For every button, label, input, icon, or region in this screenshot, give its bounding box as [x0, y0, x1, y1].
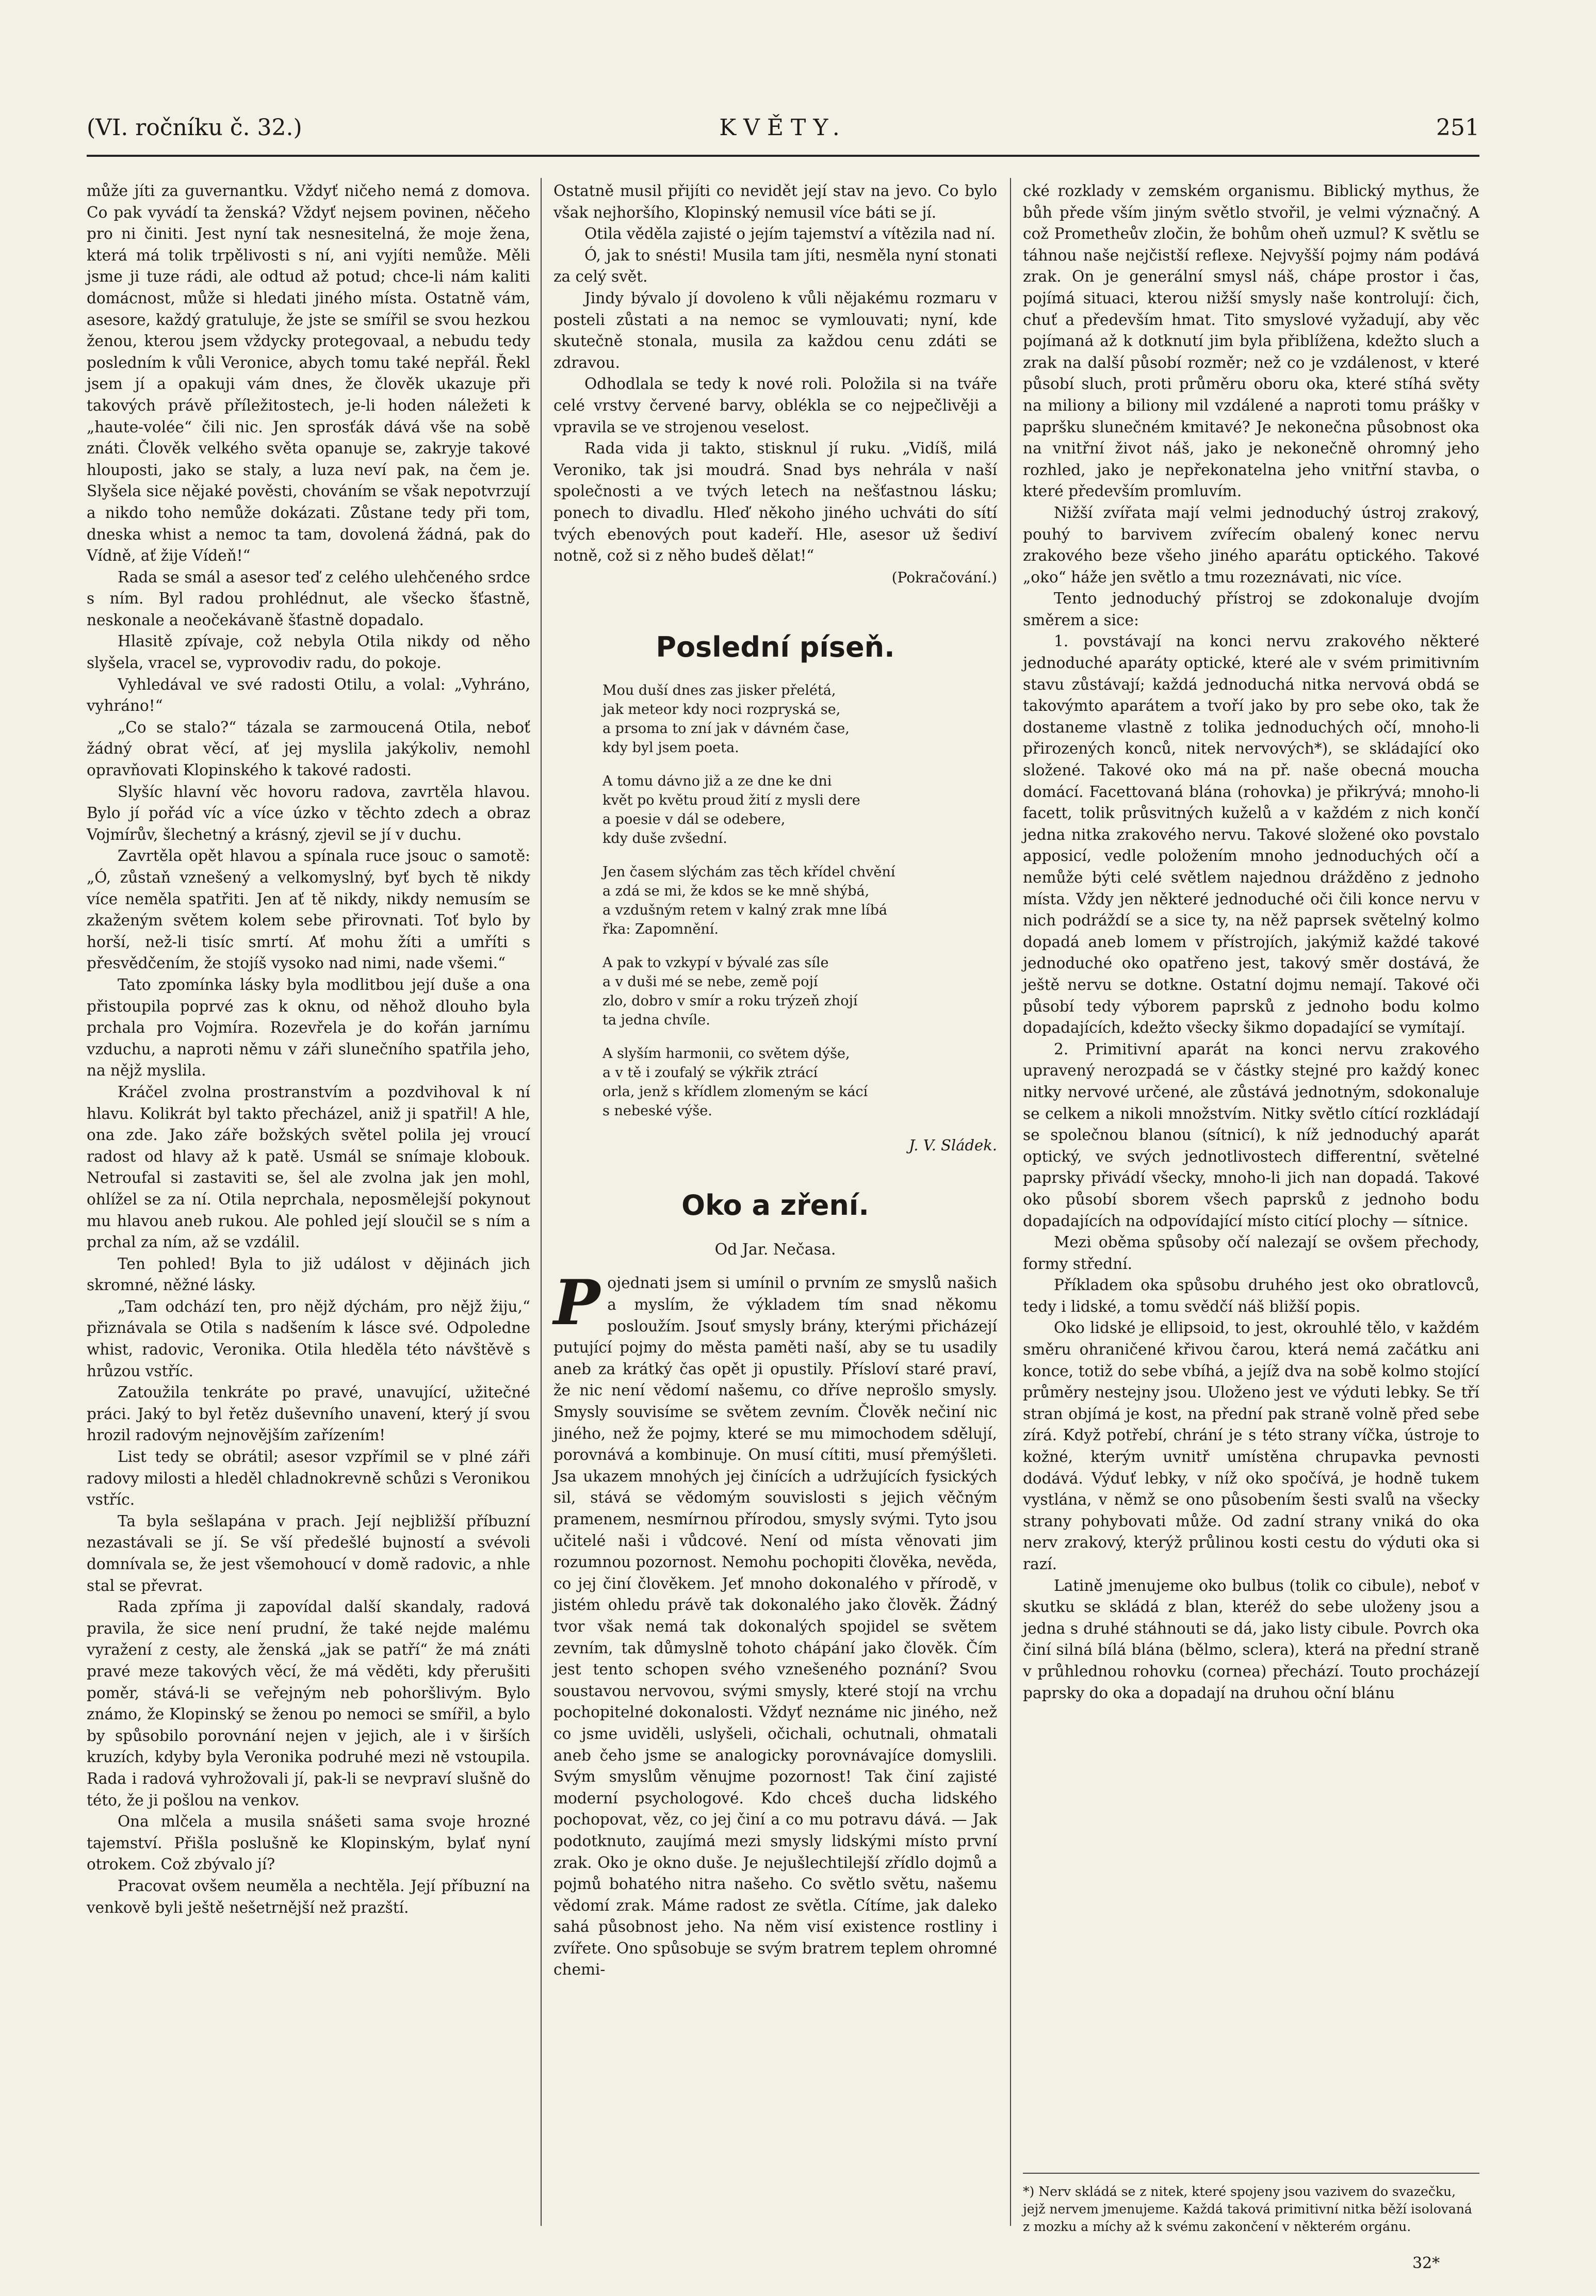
essay-body [553, 1266, 997, 1981]
poem-line: a vzdušným retem v kalný zrak mne líbá [602, 902, 887, 919]
poem-author: J. V. Sládek. [908, 1136, 997, 1154]
paragraph: Odhodlala se tedy k nové roli. Položila si na tváře celé vrstvy červené barvy, oblékla se co nejpečlivěji a vpravila se ve strojenou veselost. [553, 375, 997, 436]
paragraph: 1. povstávají na konci nervu zrakového některé jednoduché aparáty optické, které ale v svém primitivním stavu zůstávají; každá jednoduchá nitka nervová obdá se takovýmto aparátem a tvoří jako by pro sebe oko, tak že dostaneme vlastně z tolika jednoduchých očí, mnoho-li přirozených konců, nitek nervových*), se skládající oko složené. Takové oko má na př. naše obecná moucha domácí. Facettovaná blána (rohovka) je přikrývá; mnoho-li facett, tolik průsvitných kuželů a v každém z nich končí jedna nitka zrakového nervu. Takové složené oko povstalo apposicí, vedle položením mnoho jednoduchých očí a nemůže býti celé světlem najednou drážděno z jednoho místa. Vždy jen některé jednoduché oči čili konce nervu v nich podráždí se a sice ty, na něž paprsek světelný kolmo dopadá aneb lomem v přístrojích, jakýmiž každé takové jednoduché oko opatřeno jest, takový směr dostává, že ještě nervu se dotkne. Ostatní dojmu nemají. Takové oči působí tedy výborem paprsků z jednoho bodu kolmo dopadajících, kdežto všecky šikmo dopadající se vymítají. [1023, 632, 1479, 1037]
paragraph: cké rozklady v zemském organismu. Biblický mythus, že bůh přede vším jiným světlo stvořil, je velmi význačný. A což Prometheův zločin, že bohům oheň uzmul? K světlu se táhnou naše nejčistší reflexe. Nejvyšší pojmy nám podává zrak. On je generální smysl náš, chápe prostor i čas, pojímá situaci, kterou nižší smysly naše kontrolují: čich, chuť a především hmat. Tito smyslové vyžadují, aby věc pojímaná až k dotknutí jim byla přiblížena, kdežto sluch a zrak na další působí rozměr; než co je vzdálenost, v které působí sluch, proti průměru oboru oka, které stíhá světy na miliony a biliony mil vzdálené a naproti tomu prášky v papršku slunečném kmitavé? Je nekonečna působnost oka na vnitřní život náš, jako je nekonečně ohromný jeho rozhled, jako je nepřekonatelna jeho vnitřní stavba, o které především promluvím. [1023, 182, 1479, 500]
issue-label: (VI. ročníku č. 32.) [87, 115, 302, 141]
poem-stanza [602, 1044, 997, 1120]
essay-byline: Od Jar. Nečasa. [714, 1240, 836, 1259]
paragraph: Otila věděla zajisté o jejím tajemství a vítězila nad ní. [584, 225, 996, 243]
poem-line: s nebeské výše. [602, 1103, 712, 1119]
paragraph: „Co se stalo?“ tázala se zarmoucená Otila, neboť žádný obrat věcí, ať jej myslila jakýkoliv, nemohl opravňovati Klopinského k takové radosti. [87, 718, 530, 779]
paragraph: Ta byla sešlapána v prach. Její nejbližší příbuzní nezastávali se jí. Se vší předešlé bujností a svévoli domnívala se, že jest všemohoucí v domě radovic, a nhle stal se převrat. [87, 1512, 530, 1594]
poem-line: A tomu dávno již a ze dne ke dni [602, 773, 832, 790]
poem-line: A pak to vzkypí v bývalé zas síle [602, 955, 829, 971]
paragraph: Jindy bývalo jí dovoleno k vůli nějakému rozmaru v posteli zůstati a na nemoc se vymlouvati; nyní, kde skutečně stonala, musila za každou cenu zdáti se zdravou. [553, 289, 997, 371]
continued-note: (Pokračování.) [891, 568, 997, 586]
paragraph: Příkladem oka spůsobu druhého jest oko obratlovců, tedy i lidské, a tomu svědčí náš bližší popis. [1023, 1276, 1479, 1315]
poem-line: jak meteor kdy noci rozpryská se, [602, 702, 841, 718]
poem-line: kdy duše zvšední. [602, 831, 727, 847]
poem-line: kdy byl jsem poeta. [602, 740, 739, 756]
paragraph: Oko lidské je ellipsoid, to jest, okrouhlé tělo, v každém směru ohraničené křivou čarou, která nemá začátku ani konce, totiž do sebe vbíhá, a jejíž dva na sobě kolmo stojící průměry nestejny jsou. Uloženo jest ve výduti lebky. Se tří stran objímá je kost, na přední pak straně volně před sebe zírá. Když potřebí, chrání je s této strany víčka, ústroje to kožné, kterým uvnitř umístěna chrupavka pevnosti dodává. Výduť lebky, v níž oko spočívá, je hodně tukem vystlána, v němž se ono působením šesti svalů na všecky strany pohybovati může. Od zadní strany vniká do oka nerv zrakový, kterýž průlinou kosti cestu do výduti oka si razí. [1023, 1319, 1479, 1573]
paragraph: Vyhledával ve své radosti Otilu, a volal: „Vyhráno, vyhráno!“ [87, 675, 530, 715]
paragraph: List tedy se obrátil; asesor vzpřímil se v plné záři radovy milosti a hleděl chladnokrevně schůzi s Veronikou vstříc. [87, 1448, 530, 1509]
paragraph: Nižší zvířata mají velmi jednoduchý ústroj zrakový, pouhý to barvivem zvířecím obalený konec nervu zrakového beze všeho jiného aparátu optického. Takové „oko“ háže jen světlo a tmu rozeznávati, nic více. [1023, 503, 1479, 586]
poem-line: řka: Zapomnění. [602, 921, 719, 938]
poem-line: a zdá se mi, že kdos se ke mně shýbá, [602, 883, 870, 900]
page [87, 103, 1479, 2272]
paragraph: Rada vida ji takto, stisknul jí ruku. „Vidíš, milá Veroniko, tak jsi moudrá. Snad bys nehrála v naší společnosti a ve tvých letech na nešťastnou lásku; ponech to divadlu. Hleď někoho jiného uchváti do sítí tvých ebenových pout kadeří. Hle, asesor už šediví notně, což si z něho budeš dělat!“ [553, 439, 997, 565]
poem-stanza [602, 681, 997, 757]
drop-cap: P [553, 1266, 600, 1340]
poem-line: Jen časem slýchám zas těch křídel chvění [602, 864, 895, 881]
poem-line: a prsoma to zní jak v dávném čase, [602, 721, 850, 737]
paragraph: Latině jmenujeme oko bulbus (tolik co cibule), neboť v skutku se skládá z blan, kteréž do sebe uloženy jsou a jedna s druhé stáhnouti se dá, jako listy cibule. Povrch oka činí silná bílá blána (bělmo, sclera), která na přední straně v průhlednou rohovku (cornea) přechází. Touto procházejí paprsky do oka a dopadají na druhou oční blánu [1023, 1576, 1479, 1702]
paragraph: Ostatně musil přijíti co nevidět její stav na jevo. Co bylo však nejhoršího, Klopinský nemusil více báti se jí. [553, 182, 997, 221]
poem-line: orla, jenž s křídlem zlomeným se kácí [602, 1084, 868, 1100]
paragraph: Rada zpříma ji zapovídal další skandaly, radová pravila, že sice není prudní, že také nejde malému vyražení z cesty, ale ženská „jak se patří“ že má znáti pravé meze takových věcí, že má věděti, kdy přerušiti poměr, stává-li se veřejným neb pohoršlivým. Bylo známo, že Klopinský se ženou po nemoci se smířil, a bylo by spůsobilo porovnání nejen v jejich, ale i v širších kruzích, kdyby byla Veronika podruhé mezi ně vstoupila. Rada i radová vyhrožovali jí, pak-li se nevpraví slušně do této, že ji pošlou na venkov. [87, 1598, 530, 1809]
poem-line: A slyším harmonii, co světem dýše, [602, 1046, 850, 1062]
paragraph: Tento jednoduchý přístroj se zdokonaluje dvojím směrem a sice: [1023, 590, 1479, 629]
paragraph: Tato zpomínka lásky byla modlitbou její duše a ona přistoupila poprvé zas k oknu, od něhož dlouho byla prchala pro Vojmíra. Rozevřela je do kořán jarnímu vzduchu, a naproti němu v záři slunečního spatřila jeho, na nějž myslila. [87, 975, 530, 1080]
essay-title: Oko a zření. [681, 1188, 869, 1222]
column-divider [541, 178, 542, 2226]
paragraph: Mezi oběma spůsoby očí nalezají se ovšem přechody, formy střední. [1023, 1233, 1479, 1273]
poem-line: zlo, dobro v smír a roku trýzeň zhojí [602, 993, 858, 1009]
column-divider [1010, 178, 1011, 2226]
journal-title: KVĚTY. [719, 115, 847, 141]
footnote: *) Nerv skládá se z nitek, které spojeny jsou vazivem do svazečku, jejž nervem jmenujeme. Každá taková primitivní nitka běží isolovaná z mozku a míchy až k svému zakončení v některém orgánu. [1023, 2173, 1479, 2236]
paragraph: Rada se smál a asesor teď z celého ulehčeného srdce s ním. Byl radou prohlédnut, ale všecko šťastně, neskonale a neočekávaně šťastně dopadalo. [87, 568, 530, 629]
paragraph: Ó, jak to snésti! Musila tam jíti, nesměla nyní stonati za celý svět. [553, 246, 997, 286]
paragraph: Kráčel zvolna prostranstvím a pozdvihoval k ní hlavu. Kolikrát byl takto přecházel, aniž ji spatřil! A hle, ona zde. Jako záře božských světel polila jej vroucí radost od hlavy až k patě. Usmál se snímaje klobouk. Netroufal si zastaviti se, šel ale zvolna jak jen mohl, ohlížel se za ní. Otila neprchala, neposmělejší pokynout mu hlavou aneb rukou. Ale pohled její sloučil se s ním a prchal za ním, až se vzdálil. [87, 1083, 530, 1251]
column-2 [553, 181, 997, 1981]
paragraph: ojednati jsem si umínil o prvním ze smyslů našich a myslím, že výkladem tím snad někomu posloužím. Jsouť smysly brány, kterými přicházejí putující pojmy do města paměti naší, aby se tu usadily aneb za krátký čas opět ji opustily. Přísloví staré praví, že nic není vědomí našemu, co dříve neprošlo smysly. Smysly souvisíme se světem zevním. Člověk nečiní nic jiného, než že pojmy, které se mu mimochodem sdělují, porovnává a kombinuje. On musí cítiti, musí přemýšleti. Jsa ukazem mnohých jej činících a udržujících fysických sil, stává se vědomým souvislosti s jejich věčným pramenem, nesmírnou přírodou, smysly svými. Tyto jsou učitelé naši i vůdcové. Není od místa věnovati jim rozumnou pozornost. Nemohu pochopiti člověka, nevěda, co jej činí člověkem. Jeť mnoho dokonalého v přírodě, v jistém ohledu právě tak dokonalého jako člověk. Žádný tvor však nemá tak dokonalých spojidel se světem zevním, tak důmyslně tohoto chápání jako člověk. Čím jest tento schopen svého vznešeného poznání? Svou soustavou nervovou, svými smysly, které stojí na vrchu pochopitelné dokonalosti. Vždyť neznáme nic jiného, než co jsme uviděli, uslyšeli, očichali, ochutnali, ohmatali aneb čeho jsme se analogicky porovnávajíce domyslili. Svým smyslům věnujme pozornost! Tak činí zajisté moderní psychologové. Kdo chceš ducha lidského pochopovat, věz, co jej činí a co mu potravu dává. — Jak podotknuto, zaujímá mezi smysly lidskými místo první zrak. Oko je okno duše. Je nejušlechtilejší zřídlo dojmů a pojmů bohatého nitra našeho. Co světlo světu, našemu vědomí zrak. Máme radost ze světla. Cítíme, jak daleko sahá působnost jeho. Na něm visí existence rostliny i zvířete. Ono spůsobuje se svým bratrem teplem ohromné chemi- [553, 1274, 997, 1979]
poem-line: a v tě i zoufalý se výkřik ztrácí [602, 1065, 818, 1081]
poem-line: a poesie v dál se odebere, [602, 811, 786, 828]
paragraph: Pracovat ovšem neuměla a nechtěla. Její příbuzní na venkově byli ještě nešetrnější než prazští. [87, 1877, 530, 1916]
page-number: 251 [1436, 115, 1479, 141]
paragraph: Ona mlčela a musila snášeti sama svoje hrozné tajemství. Přišla poslušně ke Klopinským, bylať nyní otrokem. Což zbývalo jí? [87, 1813, 530, 1874]
poem-line: ta jedna chvíle. [602, 1012, 710, 1029]
paragraph: Zavrtěla opět hlavou a spínala ruce jsouc o samotě: „Ó, zůstaň vznešený a velkomyslný, byť bych tě nikdy více neměla spatřiti. Jen ať tě nikdy, nikdy nemusím se zkaženým světem kolem sebe přirovnati. Toť bylo by horší, než-li tisíc smrtí. Ať mohu žíti a umříti s přesvědčením, že stojíš vysoko nad nimi, nade všemi.“ [87, 847, 530, 972]
poem-line: a v duši mé se nebe, země pojí [602, 974, 818, 990]
sheet-signature: 32* [1412, 2254, 1440, 2272]
page-header [87, 103, 1479, 157]
paragraph: „Tam odchází ten, pro nějž dýchám, pro nějž žiju,“ přiznávala se Otila s nadšením k lásce své. Odpoledne whist, radovic, Veronika. Otila hleděla této návštěvě s hrůzou vstříc. [87, 1297, 530, 1380]
novel-continuation [553, 181, 997, 567]
paragraph: Zatoužila tenkráte po pravé, unavující, užitečné práci. Jaký to byl řetěz duševního unavení, který jí svou hrozil radovým nejnovějším zařízením! [87, 1383, 530, 1444]
paragraph: může jíti za guvernantku. Vždyť ničeho nemá z domova. Co pak vyvádí ta ženská? Vždyť nejsem povinen, něčeho pro ni činiti. Jest nyní tak nesnesitelná, že moje žena, která má tolik trpělivosti s ní, ani vyjíti nemůže. Měli jsme ji tuze rádi, ale odtud až potud; chce-li nám kaliti domácnost, může si hledati jiného místa. Ostatně vám, asesore, každý gratuluje, že jste se smířil se svou hezkou ženou, kterou jsem vždycky protegovaal, a nebudu tedy posledním k vůli Veronice, abych tomu také nepřál. Řekl jsem jí a opakuji vám dnes, že člověk ukazuje při takových právě příležitostech, je-li hoden náležeti k „haute-volée“ čili nic. Jen sprosťák dává vše na sobě znáti. Člověk velkého světa opanuje se, zakryje takové hlouposti, jako se staly, a luza neví pak, na čem je. Slyšela sice nějaké pověsti, chováním se však nepotvrzují a nikdo toho nemůže dokázati. Zůstane tedy při tom, dneska whist a nemoc ta tam, dovolená žádná, pak do Vídně, ať žije Vídeň!“ [87, 182, 530, 565]
poem [553, 681, 997, 1120]
paragraph: Slyšíc hlavní věc hovoru radova, zavrtěla hlavou. Bylo jí pořád víc a více úzko v těchto zdech a obraz Vojmírův, šlechetný a krásný, zjevil se jí v duchu. [87, 783, 530, 843]
paragraph: Ten pohled! Byla to již událost v dějinách jich skromné, něžné lásky. [87, 1255, 530, 1294]
essay-text [553, 1266, 997, 1981]
poem-title: Poslední píseň. [656, 631, 895, 664]
poem-line: Mou duší dnes zas jisker přelétá, [602, 682, 836, 699]
column-1 [87, 181, 530, 1918]
poem-stanza [602, 953, 997, 1030]
paragraph: 2. Primitivní aparát na konci nervu zrakového upravený nerozpadá se v částky stejné pro každý konec nitky nervové určené, ale zůstává jednotným, sdokonaluje se celkem a nikoli množstvím. Nitky světlo cítící rozkládají se společnou blanou (sítnicí), k níž jednoduchý aparát optický, ve svých jednotlivostech differentní, světelné paprsky přivádí všecky, mnoho-li jich nan dopadá. Takové oko působí sborem všech paprsků z jednoho bodu dopadajících na odpovídající místo citící plochy — sítnice. [1023, 1040, 1479, 1230]
poem-stanza [602, 862, 997, 939]
poem-line: květ po květu proud žití z mysli dere [602, 792, 860, 809]
paragraph: Hlasitě zpívaje, což nebyla Otila nikdy od něho slyšela, vracel se, vyprovodiv radu, do pokoje. [87, 632, 530, 672]
column-3 [1023, 181, 1479, 1704]
poem-stanza [602, 772, 997, 848]
